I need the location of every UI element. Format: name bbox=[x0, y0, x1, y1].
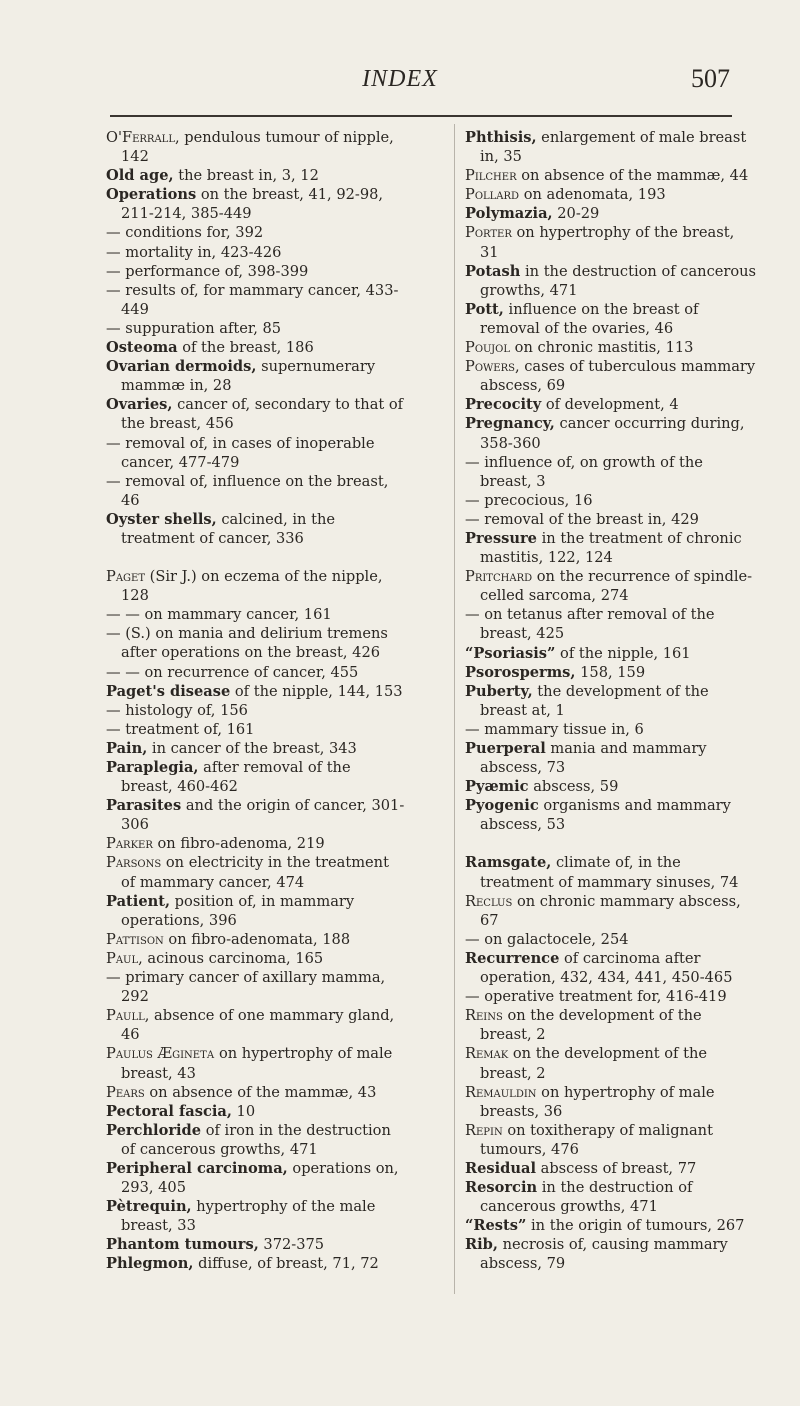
entry-heading: Pyogenic bbox=[465, 797, 539, 815]
entry-heading: Remak bbox=[465, 1045, 509, 1063]
entry-heading: Recurrence bbox=[465, 949, 560, 967]
index-entry bbox=[465, 204, 757, 223]
index-entry bbox=[465, 796, 757, 834]
index-entry bbox=[106, 758, 406, 796]
entry-text: abscess of breast, 77 bbox=[536, 1159, 697, 1177]
index-entry bbox=[106, 128, 406, 166]
entry-text: pendulous tumour of nipple, 142 bbox=[121, 129, 394, 166]
index-entry bbox=[106, 1083, 406, 1102]
index-entry bbox=[465, 1178, 757, 1216]
entry-text: on absence of the mammæ, 43 bbox=[144, 1083, 377, 1101]
entry-heading: Polymazia, bbox=[465, 205, 553, 223]
entry-text: on electricity in the treatment of mammary cancer, 474 bbox=[121, 854, 389, 891]
entry-heading: Potash bbox=[465, 262, 521, 280]
entry-text: diffuse, of breast, 71, 72 bbox=[193, 1255, 379, 1273]
entry-text: of the breast, 186 bbox=[177, 339, 314, 357]
entry-heading: Ramsgate, bbox=[465, 854, 552, 872]
entry-text: on absence of the mammæ, 44 bbox=[516, 167, 749, 185]
entry-heading: Paul, bbox=[106, 949, 143, 967]
entry-text: on chronic mastitis, 113 bbox=[510, 339, 694, 357]
entry-text: 158, 159 bbox=[575, 663, 646, 681]
index-entry bbox=[106, 185, 406, 223]
entry-heading: Operations bbox=[106, 186, 197, 204]
index-column-right bbox=[465, 128, 757, 1274]
page-number: 507 bbox=[691, 64, 730, 93]
index-entry bbox=[106, 1197, 406, 1235]
entry-text: of the nipple, 161 bbox=[555, 644, 691, 662]
entry-text: necrosis of, causing mammary abscess, 79 bbox=[480, 1236, 728, 1273]
entry-heading: Phlegmon, bbox=[106, 1255, 194, 1273]
index-subentry bbox=[106, 701, 406, 720]
entry-text: on hypertrophy of male breast, 43 bbox=[121, 1045, 393, 1082]
index-entry bbox=[106, 1006, 406, 1044]
entry-text: in the destruction of cancerous growths, 471 bbox=[480, 1179, 693, 1216]
entry-text: cases of tuberculous mammary abscess, 69 bbox=[480, 358, 756, 395]
index-subentry bbox=[106, 434, 406, 472]
entry-heading: Puerperal bbox=[465, 740, 546, 757]
entry-text: on hypertrophy of the breast, 31 bbox=[480, 224, 735, 261]
entry-text: supernumerary mammæ in, 28 bbox=[121, 358, 376, 395]
index-entry bbox=[465, 1216, 757, 1235]
entry-text: in cancer of the breast, 343 bbox=[147, 739, 357, 757]
index-entry bbox=[465, 262, 757, 300]
entry-text: enlargement of male breast in, 35 bbox=[480, 129, 747, 166]
entry-text: — mammary tissue in, 6 bbox=[465, 720, 644, 738]
entry-heading: Residual bbox=[465, 1159, 536, 1177]
index-entry bbox=[465, 777, 757, 796]
index-entry bbox=[465, 223, 757, 261]
index-entry bbox=[106, 1102, 406, 1121]
entry-text: and the origin of cancer, 301-306 bbox=[121, 797, 405, 834]
section-gap bbox=[465, 834, 757, 853]
index-entry bbox=[465, 853, 757, 891]
entry-heading: Pain, bbox=[106, 739, 148, 757]
entry-text: 10 bbox=[231, 1102, 256, 1120]
entry-text: on chronic mammary abscess, 67 bbox=[480, 892, 741, 929]
entry-text: after removal of the breast, 460-462 bbox=[121, 759, 351, 796]
index-entry bbox=[465, 128, 757, 166]
index-entry bbox=[465, 1159, 757, 1178]
entry-heading: Pollard bbox=[465, 186, 520, 204]
index-entry bbox=[106, 796, 406, 834]
entry-text: of development, 4 bbox=[541, 396, 679, 414]
entry-heading: “Psoriasis” bbox=[465, 644, 556, 662]
entry-text: — results of, for mammary cancer, 433-449 bbox=[106, 281, 399, 318]
entry-heading: Ovarian dermoids, bbox=[106, 358, 257, 376]
index-entry bbox=[465, 1044, 757, 1082]
entry-text: on fibro-adenomata, 188 bbox=[163, 930, 351, 948]
entry-heading: Pectoral fascia, bbox=[106, 1102, 232, 1120]
index-entry bbox=[106, 1044, 406, 1082]
entry-heading: Paget's disease bbox=[106, 682, 231, 700]
entry-heading: Parker bbox=[106, 835, 153, 853]
entry-text: operations on, 293, 405 bbox=[121, 1159, 399, 1197]
index-entry bbox=[465, 414, 757, 452]
entry-text: — influence of, on growth of the breast, 3 bbox=[465, 453, 703, 490]
entry-heading: Resorcin bbox=[465, 1179, 538, 1197]
entry-text: acinous carcinoma, 165 bbox=[142, 949, 324, 967]
entry-text: — (S.) on mania and delirium tremens after operations on the breast, 426 bbox=[106, 625, 388, 662]
entry-text: — treatment of, 161 bbox=[106, 720, 255, 738]
entry-heading: Remauldin bbox=[465, 1083, 537, 1101]
entry-text: in the origin of tumours, 267 bbox=[526, 1217, 745, 1235]
entry-heading: “Rests” bbox=[465, 1217, 527, 1235]
entry-heading: Reclus bbox=[465, 892, 513, 910]
entry-heading: Repin bbox=[465, 1121, 503, 1139]
entry-text: hypertrophy of the male breast, 33 bbox=[121, 1198, 376, 1235]
index-entry bbox=[465, 949, 757, 987]
index-entry bbox=[106, 338, 406, 357]
index-entry bbox=[465, 892, 757, 930]
entry-text: — removal of the breast in, 429 bbox=[465, 510, 699, 528]
entry-heading: Perchloride bbox=[106, 1121, 202, 1139]
entry-heading: Pritchard bbox=[465, 568, 533, 586]
entry-heading: Precocity bbox=[465, 396, 542, 414]
entry-text: mania and mammary abscess, 73 bbox=[480, 740, 707, 777]
entry-heading: Parsons bbox=[106, 854, 162, 872]
entry-text: the breast in, 3, 12 bbox=[173, 167, 319, 185]
index-entry bbox=[106, 1254, 406, 1273]
index-entry bbox=[465, 567, 757, 605]
entry-heading: Pott, bbox=[465, 300, 504, 318]
entry-text: absence of one mammary gland, 46 bbox=[121, 1007, 395, 1044]
index-subentry bbox=[106, 663, 406, 682]
index-entry bbox=[106, 166, 406, 185]
index-subentry bbox=[106, 624, 406, 662]
index-entry bbox=[106, 853, 406, 891]
entry-heading: Puberty, bbox=[465, 682, 533, 700]
index-entry bbox=[465, 338, 757, 357]
entry-text: the development of the breast at, 1 bbox=[480, 682, 709, 719]
entry-heading: Reins bbox=[465, 1007, 503, 1025]
index-entry bbox=[106, 949, 406, 968]
index-subentry bbox=[465, 453, 757, 491]
index-entry bbox=[465, 739, 757, 777]
entry-heading: Pilcher bbox=[465, 167, 517, 185]
entry-heading: Paget bbox=[106, 568, 145, 586]
entry-text: — performance of, 398-399 bbox=[106, 262, 309, 280]
index-entry bbox=[106, 739, 406, 758]
entry-heading: Ovaries, bbox=[106, 396, 173, 414]
entry-text: on fibro-adenoma, 219 bbox=[152, 835, 325, 853]
index-entry bbox=[465, 529, 757, 567]
entry-text: — mortality in, 423-426 bbox=[106, 243, 282, 261]
entry-text: influence on the breast of removal of the ovaries, 46 bbox=[480, 300, 699, 337]
index-subentry bbox=[465, 720, 757, 739]
entry-text: — on galactocele, 254 bbox=[465, 930, 629, 948]
index-entry bbox=[106, 682, 406, 701]
entry-heading: Porter bbox=[465, 224, 512, 242]
entry-heading: Pattison bbox=[106, 930, 164, 948]
index-subentry bbox=[106, 262, 406, 281]
index-entry bbox=[465, 395, 757, 414]
index-subentry bbox=[465, 605, 757, 643]
entry-text: on the breast, 41, 92-98, 211-214, 385-449 bbox=[121, 186, 384, 223]
entry-text: cancer occurring during, 358-360 bbox=[480, 415, 745, 452]
index-entry bbox=[465, 682, 757, 720]
index-subentry bbox=[465, 491, 757, 510]
index-entry bbox=[465, 663, 757, 682]
index-entry bbox=[106, 1121, 406, 1159]
entry-heading: Pregnancy, bbox=[465, 415, 555, 433]
header-rule bbox=[110, 115, 732, 117]
entry-text: on the recurrence of spindle-celled sarcoma, 274 bbox=[480, 568, 753, 605]
entry-heading: Powers, bbox=[465, 358, 520, 376]
entry-text: 20-29 bbox=[552, 205, 600, 223]
entry-heading: Pètrequin, bbox=[106, 1198, 192, 1216]
index-entry bbox=[106, 930, 406, 949]
entry-text: calcined, in the treatment of cancer, 336 bbox=[121, 510, 335, 547]
entry-text: — primary cancer of axillary mamma, 292 bbox=[106, 969, 386, 1006]
entry-text: of carcinoma after operation, 432, 434, 441, 450-465 bbox=[480, 949, 733, 987]
entry-heading: Phthisis, bbox=[465, 129, 537, 146]
entry-text: on hypertrophy of male breasts, 36 bbox=[480, 1083, 715, 1120]
index-column-left bbox=[106, 128, 406, 1274]
index-entry bbox=[465, 1121, 757, 1159]
entry-heading: Psorosperms, bbox=[465, 663, 576, 681]
entry-text: — — on mammary cancer, 161 bbox=[106, 606, 332, 624]
entry-heading: Poujol bbox=[465, 339, 511, 357]
entry-text: cancer of, secondary to that of the breast, 456 bbox=[121, 396, 404, 433]
entry-text: — operative treatment for, 416-419 bbox=[465, 988, 727, 1006]
entry-heading: Paull, bbox=[106, 1007, 150, 1025]
index-subentry bbox=[106, 472, 406, 510]
index-subentry bbox=[106, 243, 406, 262]
index-subentry bbox=[106, 319, 406, 338]
index-entry bbox=[106, 357, 406, 395]
index-subentry bbox=[106, 281, 406, 319]
column-divider bbox=[454, 124, 455, 1294]
entry-text: in the destruction of cancerous growths, 471 bbox=[480, 262, 757, 299]
entry-text: of the nipple, 144, 153 bbox=[230, 682, 403, 700]
entry-text: — suppuration after, 85 bbox=[106, 319, 282, 337]
index-entry bbox=[465, 1083, 757, 1121]
entry-text: on adenomata, 193 bbox=[519, 186, 666, 204]
index-entry bbox=[465, 644, 757, 663]
running-title: INDEX bbox=[362, 66, 438, 92]
entry-heading: O'Ferrall, bbox=[106, 129, 180, 146]
index-entry bbox=[465, 357, 757, 395]
index-entry bbox=[106, 1159, 406, 1197]
entry-text: — conditions for, 392 bbox=[106, 224, 264, 242]
index-entry bbox=[106, 892, 406, 930]
entry-text: — histology of, 156 bbox=[106, 701, 248, 719]
entry-text: — removal of, influence on the breast, 46 bbox=[106, 472, 389, 509]
index-subentry bbox=[465, 510, 757, 529]
entry-text: on the development of the breast, 2 bbox=[480, 1007, 702, 1044]
index-entry bbox=[106, 834, 406, 853]
entry-text: — — on recurrence of cancer, 455 bbox=[106, 663, 359, 681]
index-entry bbox=[465, 1006, 757, 1044]
entry-text: position of, in mammary operations, 396 bbox=[121, 892, 355, 929]
entry-heading: Parasites bbox=[106, 797, 182, 815]
entry-heading: Paraplegia, bbox=[106, 759, 199, 776]
entry-text: 372-375 bbox=[258, 1236, 325, 1254]
entry-text: — on tetanus after removal of the breast, 425 bbox=[465, 606, 715, 643]
index-subentry bbox=[106, 223, 406, 242]
index-subentry bbox=[465, 987, 757, 1006]
index-entry bbox=[465, 166, 757, 185]
entry-text: on the development of the breast, 2 bbox=[480, 1045, 707, 1082]
entry-heading: Pears bbox=[106, 1083, 145, 1101]
entry-heading: Oyster shells, bbox=[106, 510, 217, 528]
index-entry bbox=[465, 1235, 757, 1273]
entry-heading: Pyæmic bbox=[465, 778, 529, 796]
entry-text: — precocious, 16 bbox=[465, 491, 593, 509]
entry-heading: Patient, bbox=[106, 892, 171, 910]
entry-heading: Rib, bbox=[465, 1236, 498, 1254]
index-entry bbox=[106, 1235, 406, 1254]
index-subentry bbox=[106, 720, 406, 739]
index-entry bbox=[465, 300, 757, 338]
entry-text: climate of, in the treatment of mammary sinuses, 74 bbox=[480, 854, 739, 891]
page-header bbox=[0, 60, 800, 100]
entry-heading: Paulus Æginета bbox=[106, 1045, 215, 1063]
entry-heading: Pressure bbox=[465, 529, 537, 547]
index-subentry bbox=[106, 968, 406, 1006]
entry-heading: Osteoma bbox=[106, 339, 178, 357]
entry-text: (Sir J.) on eczema of the nipple, 128 bbox=[121, 568, 383, 605]
index-subentry bbox=[106, 605, 406, 624]
index-entry bbox=[106, 567, 406, 605]
entry-heading: Old age, bbox=[106, 167, 174, 185]
entry-text: abscess, 59 bbox=[528, 778, 619, 796]
section-gap bbox=[106, 548, 406, 567]
index-subentry bbox=[465, 930, 757, 949]
entry-heading: Phantom tumours, bbox=[106, 1236, 259, 1254]
entry-text: — removal of, in cases of inoperable cancer, 477-479 bbox=[106, 434, 375, 471]
entry-text: of iron in the destruction of cancerous growths, 471 bbox=[121, 1121, 391, 1158]
entry-text: on toxitherapy of malignant tumours, 476 bbox=[480, 1121, 713, 1158]
index-entry bbox=[106, 395, 406, 433]
index-entry bbox=[465, 185, 757, 204]
entry-text: in the treatment of chronic mastitis, 122, 124 bbox=[480, 529, 742, 567]
entry-text: organisms and mammary abscess, 53 bbox=[480, 797, 731, 834]
entry-heading: Peripheral carcinoma, bbox=[106, 1159, 288, 1177]
index-entry bbox=[106, 510, 406, 548]
